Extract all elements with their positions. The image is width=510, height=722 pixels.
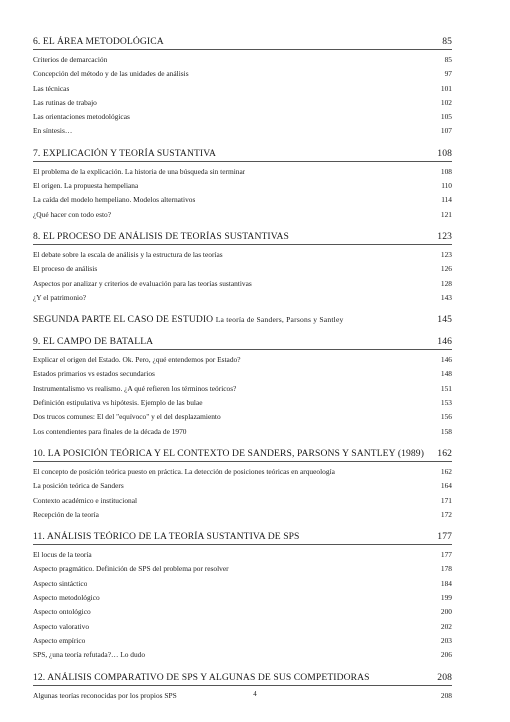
entry-page-number: 107: [440, 126, 452, 136]
toc-entry[interactable]: [33, 425, 452, 439]
entry-page-number: 177: [440, 550, 452, 560]
entry-title: Contexto académico e institucional: [33, 495, 138, 505]
section-title-text: 9. EL CAMPO DE BATALLA: [33, 336, 154, 348]
entry-page-number: 202: [440, 621, 452, 631]
toc-entry[interactable]: [33, 465, 452, 479]
entry-title: La posición teórica de Sanders: [33, 481, 124, 491]
entry-title: Las técnicas: [33, 83, 70, 93]
entry-title: El proceso de análisis: [33, 264, 98, 274]
toc-entry[interactable]: [33, 262, 452, 276]
section-page-number: 146: [437, 336, 452, 348]
toc-entry[interactable]: [33, 577, 452, 591]
entry-title: ¿Qué hacer con todo esto?: [33, 209, 111, 219]
entry-title: Aspectos por analizar y criterios de evaluación para las teorías sustantivas: [33, 278, 252, 288]
toc-section: [33, 336, 452, 439]
section-title: [33, 672, 370, 683]
entry-title: ¿Y el patrimonio?: [33, 292, 87, 302]
entry-title: Aspecto empírico: [33, 635, 86, 645]
section-title-text: 12. ANÁLISIS COMPARATIVO DE SPS Y ALGUNAS DE SUS COMPETIDORAS: [33, 671, 370, 683]
entry-title: Aspecto valorativo: [33, 621, 90, 631]
entry-page-number: 123: [440, 249, 452, 259]
entry-title: Aspecto metodológico: [33, 593, 100, 603]
entry-page-number: 184: [440, 578, 452, 588]
entry-title: En síntesis…: [33, 126, 73, 136]
section-title-text: 8. EL PROCESO DE ANÁLISIS DE TEORÍAS SUSTANTIVAS: [33, 230, 289, 242]
entry-page-number: 178: [440, 564, 452, 574]
section-page-number: 145: [437, 314, 452, 326]
page-number: 4: [253, 690, 257, 698]
entry-title: Las rutinas de trabajo: [33, 97, 97, 107]
entry-title: El problema de la explicación. La historia de una búsqueda sin terminar: [33, 166, 246, 176]
entry-page-number: 126: [440, 264, 452, 274]
toc-entry[interactable]: [33, 353, 452, 367]
entry-page-number: 128: [440, 278, 452, 288]
toc-section: [33, 531, 452, 662]
entry-title: Estados primarios vs estados secundarios: [33, 369, 155, 379]
toc-section: [33, 148, 452, 222]
section-page-number: 177: [437, 531, 452, 543]
entry-page-number: 121: [440, 209, 452, 219]
toc-entry[interactable]: [33, 382, 452, 396]
toc-entry[interactable]: [33, 82, 452, 96]
entry-page-number: 105: [440, 112, 452, 122]
toc-entry[interactable]: [33, 110, 452, 124]
entry-page-number: 203: [440, 635, 452, 645]
toc-entry[interactable]: [33, 634, 452, 648]
section-heading[interactable]: [33, 148, 452, 162]
entry-title: Los contendientes para finales de la década de 1970: [33, 426, 187, 436]
entry-title: El debate sobre la escala de análisis y la estructura de las teorías: [33, 249, 223, 259]
toc-entry[interactable]: [33, 165, 452, 179]
entry-title: Recepción de la teoría: [33, 509, 99, 519]
entry-page-number: 199: [440, 593, 452, 603]
toc-section: [33, 231, 452, 305]
toc-entry[interactable]: [33, 248, 452, 262]
section-heading[interactable]: [33, 231, 452, 245]
entry-title: Definición estipulativa vs hipótesis. Ejemplo de las bulae: [33, 398, 203, 408]
toc-entry[interactable]: [33, 277, 452, 291]
section-title: [33, 448, 424, 459]
section-page-number: 85: [442, 36, 452, 47]
section-heading[interactable]: [33, 531, 452, 545]
toc-entry[interactable]: [33, 291, 452, 305]
entry-title: El concepto de posición teórica puesto en práctica. La detección de posiciones teóricas en arqueología: [33, 466, 335, 476]
toc-entry[interactable]: [33, 479, 452, 493]
entry-title: Aspecto sintáctico: [33, 578, 88, 588]
entry-page-number: 102: [440, 97, 452, 107]
section-heading[interactable]: [33, 448, 452, 462]
section-heading[interactable]: [33, 672, 452, 686]
toc-entry[interactable]: [33, 548, 452, 562]
entry-page-number: 101: [440, 83, 452, 93]
section-page-number: 108: [437, 147, 452, 159]
section-heading[interactable]: [33, 336, 452, 350]
section-heading[interactable]: [33, 314, 452, 327]
entry-page-number: 114: [441, 195, 452, 205]
entry-title: Concepción del método y de las unidades de análisis: [33, 69, 189, 79]
toc-entry[interactable]: [33, 591, 452, 605]
entry-title: El origen. La propuesta hempeliana: [33, 181, 139, 191]
entry-title: SPS, ¿una teoría refutada?… Lo dudo: [33, 650, 146, 660]
section-subtitle: La teoría de Sanders, Parsons y Santley: [215, 315, 344, 325]
toc-entry[interactable]: [33, 648, 452, 662]
section-title: [33, 231, 289, 242]
section-title: [33, 36, 164, 47]
entry-title: La caída del modelo hempeliano. Modelos alternativos: [33, 195, 196, 205]
entry-page-number: 153: [440, 398, 452, 408]
toc-entry[interactable]: [33, 193, 452, 207]
section-title: [33, 531, 300, 542]
entry-page-number: 164: [440, 481, 452, 491]
entry-title: Las orientaciones metodológicas: [33, 112, 130, 122]
entry-page-number: 206: [440, 650, 452, 660]
section-title: [33, 148, 216, 159]
toc-entry[interactable]: [33, 96, 452, 110]
entry-page-number: 148: [440, 369, 452, 379]
toc-entry[interactable]: [33, 562, 452, 576]
entry-page-number: 110: [441, 181, 452, 191]
entry-page-number: 146: [440, 355, 452, 365]
entry-page-number: 151: [440, 383, 452, 393]
entry-title: Explicar el origen del Estado. Ok. Pero, ¿qué entendemos por Estado?: [33, 355, 241, 365]
entry-page-number: 108: [440, 166, 452, 176]
entry-page-number: 172: [440, 509, 452, 519]
toc-entry[interactable]: [33, 620, 452, 634]
section-title: [33, 336, 153, 347]
entry-page-number: 143: [440, 292, 452, 302]
section-title-text: SEGUNDA PARTE EL CASO DE ESTUDIO: [33, 314, 214, 326]
entry-page-number: 158: [440, 426, 452, 436]
entry-page-number: 171: [440, 495, 452, 505]
toc-entry[interactable]: [33, 494, 452, 508]
table-of-contents: [33, 36, 452, 712]
section-title-text: 6. EL ÁREA METODOLÓGICA: [33, 36, 164, 47]
entry-title: Dos trucos comunes: El del "equívoco" y el del desplazamiento: [33, 412, 221, 422]
toc-entry[interactable]: [33, 367, 452, 381]
toc-entry[interactable]: [33, 53, 452, 67]
entry-page-number: 162: [440, 466, 452, 476]
entry-page-number: 200: [440, 607, 452, 617]
toc-entry[interactable]: [33, 605, 452, 619]
entry-page-number: 208: [440, 690, 452, 700]
toc-section: [33, 36, 452, 139]
entry-page-number: 97: [444, 69, 452, 79]
toc-entry[interactable]: [33, 124, 452, 138]
entry-title: Aspecto pragmático. Definición de SPS del problema por resolver: [33, 564, 229, 574]
toc-entry[interactable]: [33, 396, 452, 410]
toc-section: [33, 314, 452, 327]
section-title-text: 11. ANÁLISIS TEÓRICO DE LA TEORÍA SUSTANTIVA DE SPS: [33, 531, 300, 543]
toc-entry[interactable]: [33, 67, 452, 81]
toc-section: [33, 448, 452, 522]
toc-entry[interactable]: [33, 208, 452, 222]
toc-entry[interactable]: [33, 410, 452, 424]
toc-entry[interactable]: [33, 508, 452, 522]
entry-title: El locus de la teoría: [33, 550, 92, 560]
section-title: [33, 314, 344, 325]
entry-page-number: 156: [440, 412, 452, 422]
entry-page-number: 85: [444, 55, 452, 64]
entry-title: Criterios de demarcación: [33, 55, 108, 64]
section-page-number: 208: [437, 671, 452, 683]
section-page-number: 123: [437, 230, 452, 242]
entry-title: Algunas teorías reconocidas por los propios SPS: [33, 690, 177, 700]
entry-title: Instrumentalismo vs realismo. ¿A qué refieren los términos teóricos?: [33, 383, 237, 393]
toc-section: [33, 672, 452, 703]
section-heading[interactable]: [33, 36, 452, 50]
entry-title: Aspecto ontológico: [33, 607, 91, 617]
section-title-text: 10. LA POSICIÓN TEÓRICA Y EL CONTEXTO DE SANDERS, PARSONS Y SANTLEY (1989): [33, 447, 424, 459]
section-title-text: 7. EXPLICACIÓN Y TEORÍA SUSTANTIVA: [33, 147, 217, 159]
toc-entry[interactable]: [33, 179, 452, 193]
section-page-number: 162: [437, 447, 452, 459]
